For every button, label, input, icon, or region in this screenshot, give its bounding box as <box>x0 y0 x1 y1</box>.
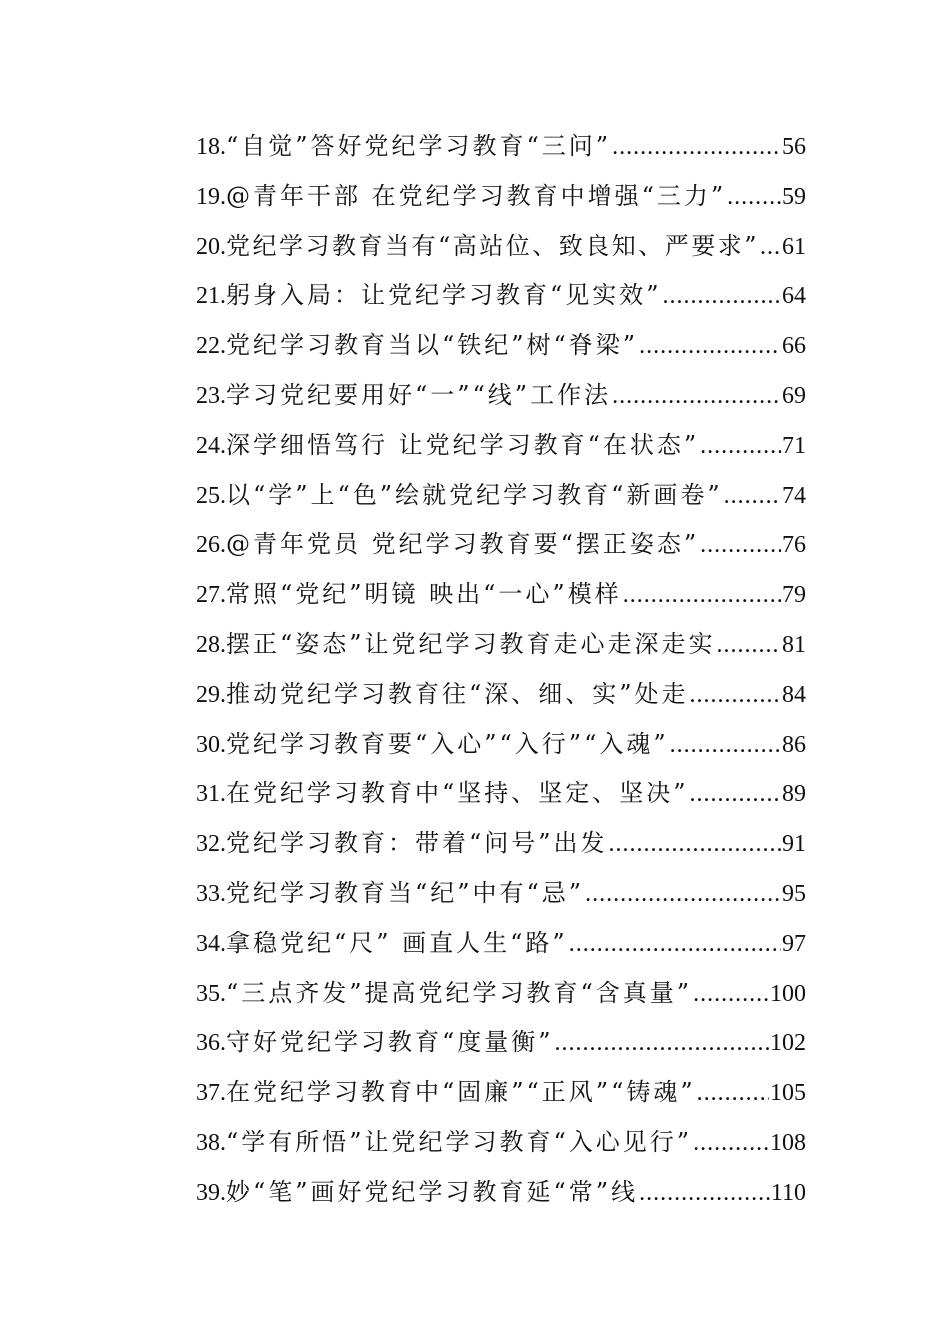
toc-entry[interactable] <box>196 475 806 525</box>
toc-entry[interactable] <box>196 624 806 674</box>
toc-entry[interactable] <box>196 773 806 823</box>
toc-entry[interactable] <box>196 674 806 724</box>
toc-entry[interactable] <box>196 375 806 425</box>
toc-entry[interactable] <box>196 1122 806 1172</box>
toc-entry-number: 18. <box>196 134 226 160</box>
toc-dot-leader <box>693 1130 769 1157</box>
toc-entry-page-number: 79 <box>782 582 806 609</box>
toc-entry-page-number: 86 <box>782 731 806 758</box>
toc-entry-title: 以“学”上“色”绘就党纪学习教育“新画卷” <box>226 480 723 509</box>
toc-entry-number: 34. <box>196 930 226 957</box>
toc-entry-number: 28. <box>196 631 226 658</box>
toc-entry-title: @青年干部 在党纪学习教育中增强“三力” <box>226 181 727 210</box>
toc-entry-title: 妙“笔”画好党纪学习教育延“常”线 <box>226 1177 639 1206</box>
toc-dot-leader <box>663 283 781 310</box>
toc-entry-title: “自觉”答好党纪学习教育“三问” <box>226 132 612 160</box>
toc-dot-leader <box>639 333 781 360</box>
toc-entry[interactable] <box>196 574 806 624</box>
toc-dot-leader <box>700 433 781 460</box>
toc-entry-number: 25. <box>196 482 226 509</box>
toc-entry-title: 推动党纪学习教育往“深、细、实”处走 <box>226 679 689 708</box>
toc-entry-number: 38. <box>196 1129 226 1156</box>
toc-entry-page-number: 64 <box>782 283 806 310</box>
toc-entry-title: 深学细悟笃行 让党纪学习教育“在状态” <box>226 430 700 459</box>
toc-dot-leader <box>697 1080 769 1107</box>
toc-entry[interactable] <box>196 524 806 574</box>
toc-entry[interactable] <box>196 724 806 774</box>
toc-entry-page-number: 91 <box>782 831 806 858</box>
toc-entry-page-number: 100 <box>770 980 806 1007</box>
toc-entry[interactable] <box>196 126 806 176</box>
toc-entry-page-number: 71 <box>782 432 806 459</box>
toc-entry-page-number: 110 <box>770 1179 806 1206</box>
toc-entry-title: “三点齐发”提高党纪学习教育“含真量” <box>226 978 693 1007</box>
toc-entry-page-number: 61 <box>782 233 806 260</box>
toc-entry-number: 33. <box>196 880 226 907</box>
toc-dot-leader <box>639 1180 770 1207</box>
toc-entry-page-number: 74 <box>782 482 806 509</box>
toc-entry-number: 20. <box>196 233 226 260</box>
toc-entry-page-number: 76 <box>782 532 806 559</box>
toc-entry-page-number: 84 <box>782 681 806 708</box>
table-of-contents <box>196 126 806 1222</box>
toc-entry-title: 在党纪学习教育中“坚持、坚定、坚决” <box>226 779 689 808</box>
toc-entry-title: 学习党纪要用好“一”“线”工作法 <box>226 380 612 409</box>
toc-dot-leader <box>612 383 781 410</box>
toc-dot-leader <box>670 732 781 759</box>
toc-entry-title: 在党纪学习教育中“固廉”“正风”“铸魂” <box>226 1078 696 1107</box>
toc-entry-page-number: 108 <box>770 1129 806 1156</box>
toc-entry-title: 拿稳党纪“尺” 画直人生“路” <box>226 928 568 957</box>
toc-dot-leader <box>609 831 781 858</box>
toc-dot-leader <box>724 483 781 510</box>
toc-entry-title: 党纪学习教育：带着“问号”出发 <box>226 829 608 858</box>
toc-entry[interactable] <box>196 275 806 325</box>
toc-entry-title: 党纪学习教育当以“铁纪”树“脊梁” <box>226 331 639 360</box>
toc-entry[interactable] <box>196 325 806 375</box>
toc-entry-number: 37. <box>196 1080 226 1107</box>
toc-entry-title: 党纪学习教育当有“高站位、致良知、严要求” <box>226 231 760 260</box>
toc-entry-title: 守好党纪学习教育“度量衡” <box>226 1028 554 1057</box>
toc-dot-leader <box>623 582 781 609</box>
toc-entry-title: “学有所悟”让党纪学习教育“入心见行” <box>226 1127 693 1156</box>
toc-entry-number: 30. <box>196 731 226 758</box>
toc-entry-number: 26. <box>196 532 226 559</box>
toc-entry-page-number: 95 <box>782 880 806 907</box>
toc-entry-number: 21. <box>196 283 226 310</box>
toc-entry-page-number: 102 <box>770 1030 806 1057</box>
toc-dot-leader <box>700 532 781 559</box>
toc-dot-leader <box>612 134 781 161</box>
toc-entry-number: 22. <box>196 333 226 360</box>
toc-entry-title: 常照“党纪”明镜 映出“一心”模样 <box>226 580 622 609</box>
toc-entry[interactable] <box>196 923 806 973</box>
toc-entry-number: 23. <box>196 382 226 409</box>
toc-entry-number: 32. <box>196 831 226 858</box>
toc-entry-number: 36. <box>196 1030 226 1057</box>
toc-dot-leader <box>760 234 781 261</box>
toc-dot-leader <box>690 682 781 709</box>
toc-entry-title: 摆正“姿态”让党纪学习教育走心走深走实 <box>226 629 716 658</box>
toc-dot-leader <box>569 931 781 958</box>
toc-entry[interactable] <box>196 1022 806 1072</box>
toc-entry[interactable] <box>196 1172 806 1222</box>
toc-entry-title: @青年党员 党纪学习教育要“摆正姿态” <box>226 530 700 559</box>
toc-entry-page-number: 69 <box>782 382 806 409</box>
toc-entry[interactable] <box>196 823 806 873</box>
toc-entry-number: 39. <box>196 1179 226 1206</box>
toc-entry[interactable] <box>196 1072 806 1122</box>
toc-entry-title: 党纪学习教育要“入心”“入行”“入魂” <box>226 729 669 758</box>
toc-entry-title: 党纪学习教育当“纪”中有“忌” <box>226 878 585 907</box>
toc-entry[interactable] <box>196 226 806 276</box>
toc-dot-leader <box>727 184 781 211</box>
toc-entry-page-number: 66 <box>782 333 806 360</box>
toc-entry-page-number: 105 <box>770 1080 806 1107</box>
toc-entry-page-number: 89 <box>782 781 806 808</box>
toc-entry[interactable] <box>196 873 806 923</box>
toc-entry-number: 19. <box>196 183 226 210</box>
toc-entry-title: 躬身入局：让党纪学习教育“见实效” <box>226 281 662 310</box>
toc-entry-page-number: 59 <box>782 183 806 210</box>
toc-dot-leader <box>717 632 781 659</box>
toc-entry[interactable] <box>196 425 806 475</box>
toc-entry-number: 31. <box>196 781 226 808</box>
toc-entry-number: 27. <box>196 582 226 609</box>
toc-entry-number: 29. <box>196 681 226 708</box>
toc-entry-page-number: 81 <box>782 631 806 658</box>
toc-entry[interactable] <box>196 176 806 226</box>
toc-entry-page-number: 56 <box>782 134 806 160</box>
toc-dot-leader <box>690 781 781 808</box>
toc-entry-number: 24. <box>196 432 226 459</box>
toc-dot-leader <box>555 1030 769 1057</box>
toc-dot-leader <box>693 981 769 1008</box>
toc-entry[interactable] <box>196 973 806 1023</box>
toc-entry-page-number: 97 <box>782 930 806 957</box>
toc-entry-number: 35. <box>196 980 226 1007</box>
toc-dot-leader <box>585 881 781 908</box>
